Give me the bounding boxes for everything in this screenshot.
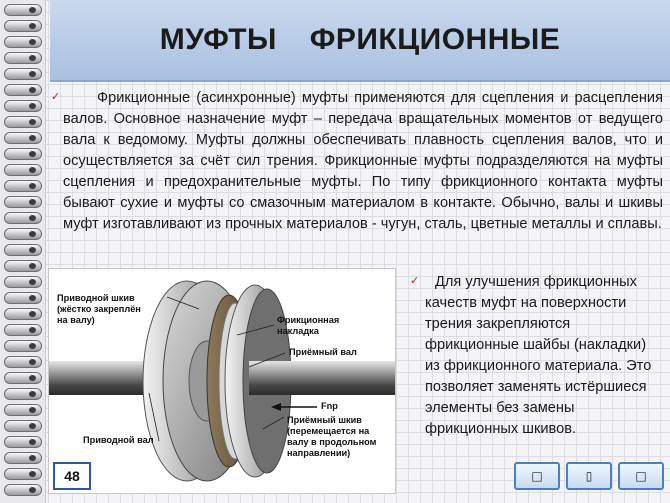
spiral-ring: [4, 196, 42, 208]
label-drive-pulley: Приводной шкив (жёстко закреплён на валу): [57, 293, 141, 325]
title-band: [50, 0, 670, 82]
spiral-ring: [4, 292, 42, 304]
page-title: МУФТЫ ФРИКЦИОННЫЕ: [159, 23, 561, 56]
spiral-ring: [4, 436, 42, 448]
spiral-ring: [4, 100, 42, 112]
spiral-ring: [4, 260, 42, 272]
label-friction-lining: Фрикционная накладка: [277, 315, 340, 336]
spiral-ring: [4, 132, 42, 144]
intro-paragraph: Фрикционные (асинхронные) муфты применяются для сцепления и расцепления валов. Основное назначение муфт – передача вращательных моментов от ведущего вала к ведомому. Муфты должны обеспечивать плавность сцепления валов, что и осуществляется за счёт сил трения. Фрикционные муфты подразделяются на муфты сцепления и предохранительные муфты. По типу фрикционного контакта муфты бывают сухие и муфты со смазочным материалом в контакте. Обычно, валы и шкивы муфт изготавливают из прочных материалов - чугун, сталь, цветные металлы и сплавы.: [63, 90, 663, 232]
spiral-ring: [4, 404, 42, 416]
spiral-ring: [4, 84, 42, 96]
spiral-binding: [0, 0, 46, 503]
spiral-ring: [4, 4, 42, 16]
spiral-ring: [4, 180, 42, 192]
home-slide-button[interactable]: ▯: [566, 462, 612, 490]
label-driven-pulley: Приёмный шкив (перемещается на валу в продольном направлении): [287, 415, 377, 458]
spiral-ring: [4, 276, 42, 288]
spiral-ring: [4, 452, 42, 464]
spiral-ring: [4, 68, 42, 80]
spiral-ring: [4, 244, 42, 256]
spiral-ring: [4, 388, 42, 400]
label-drive-shaft: Приводной вал: [83, 435, 154, 445]
spiral-ring: [4, 52, 42, 64]
spiral-ring: [4, 356, 42, 368]
spiral-ring: [4, 116, 42, 128]
bullet-check-icon: ✓: [51, 90, 61, 103]
spiral-ring: [4, 228, 42, 240]
spiral-ring: [4, 340, 42, 352]
spiral-ring: [4, 164, 42, 176]
spiral-ring: [4, 308, 42, 320]
prev-slide-button[interactable]: □: [514, 462, 560, 490]
page-number: 48: [53, 462, 91, 490]
spiral-ring: [4, 372, 42, 384]
next-slide-button[interactable]: □: [618, 462, 664, 490]
spiral-ring: [4, 468, 42, 480]
spiral-ring: [4, 212, 42, 224]
label-force: Fnp: [321, 401, 338, 411]
side-paragraph: Для улучшения фрикционных качеств муфт на поверхности трения закрепляются фрикционные шайбы (накладки) из фрикционного материала. Это позволяет заменять истёршиеся элементы без замены фрикционных шкивов.: [425, 274, 652, 437]
spiral-ring: [4, 484, 42, 496]
spiral-ring: [4, 420, 42, 432]
spiral-ring: [4, 148, 42, 160]
bullet-check-icon-2: ✓: [410, 274, 420, 287]
label-driven-shaft: Приёмный вал: [289, 347, 357, 357]
clutch-diagram: [48, 268, 396, 494]
spiral-ring: [4, 324, 42, 336]
spiral-ring: [4, 36, 42, 48]
spiral-ring: [4, 20, 42, 32]
